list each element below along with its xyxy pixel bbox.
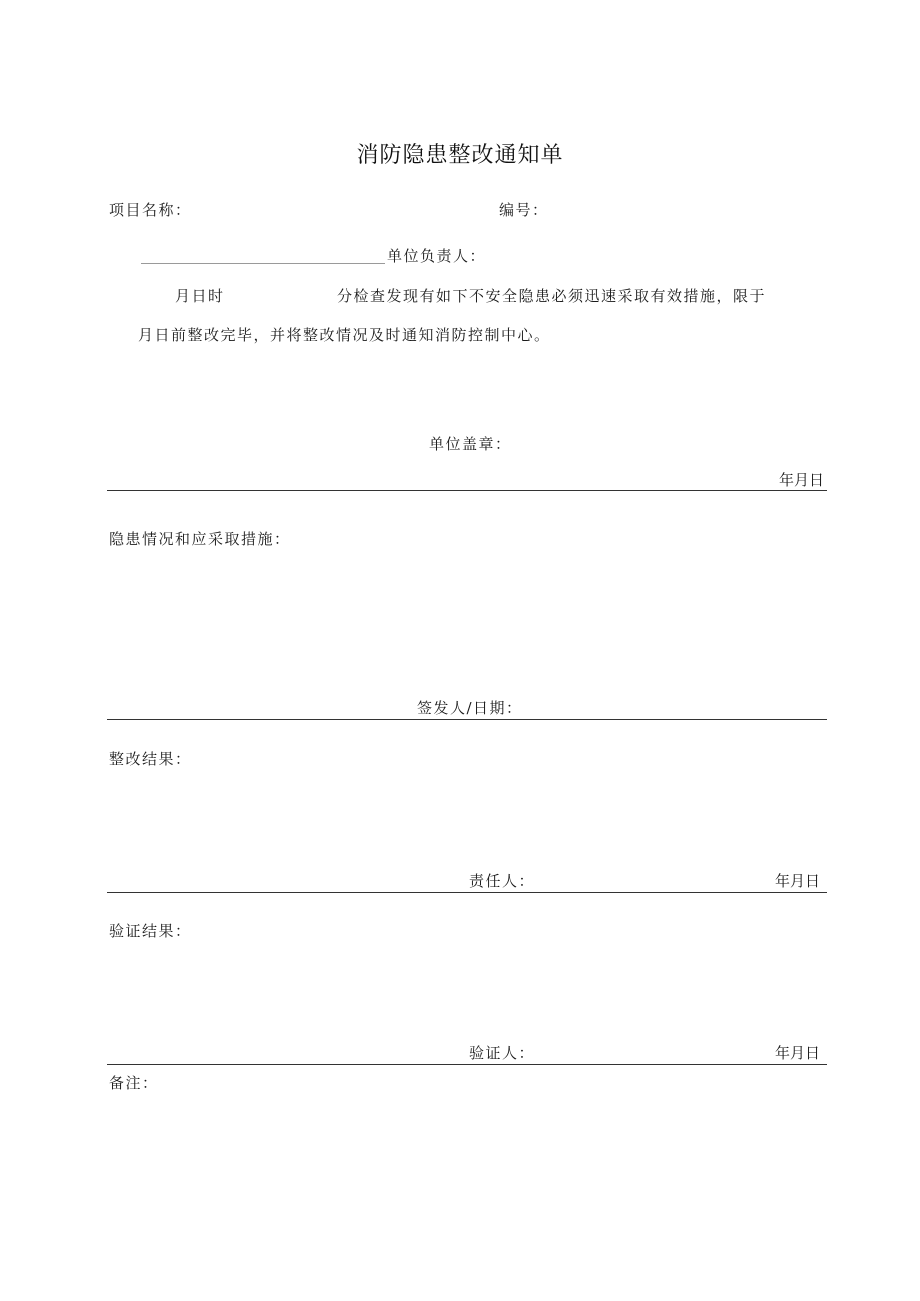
unit-name-blank-line — [141, 263, 385, 264]
responsible-person-label: 责任人： — [469, 872, 536, 890]
number-label: 编号： — [499, 201, 549, 219]
section-divider — [107, 490, 827, 491]
section-divider — [107, 1064, 827, 1065]
seal-date-label: 年月日 — [779, 471, 825, 489]
notice-line2-text: 月日前整改完毕，并将整改情况及时通知消防控制中心。 — [138, 326, 551, 344]
rectification-section-label: 整改结果： — [109, 750, 192, 768]
document-title: 消防隐患整改通知单 — [356, 143, 564, 168]
verification-section-label: 验证结果： — [109, 922, 192, 940]
project-name-label: 项目名称： — [109, 201, 192, 219]
hazard-section-label: 隐患情况和应采取措施： — [109, 530, 291, 548]
remarks-label: 备注： — [109, 1074, 159, 1092]
verifier-label: 验证人： — [469, 1044, 536, 1062]
notice-time-prefix: 月日时 — [175, 287, 225, 305]
section-divider — [107, 892, 827, 893]
section-divider — [107, 719, 827, 720]
signer-date-label: 签发人/日期： — [417, 699, 523, 717]
verification-date-label: 年月日 — [775, 1044, 821, 1062]
unit-seal-label: 单位盖章： — [429, 435, 512, 453]
notice-line1-text: 分检查发现有如下不安全隐患必须迅速采取有效措施，限于 — [337, 287, 767, 305]
unit-leader-label: 单位负责人： — [387, 247, 487, 265]
rectification-date-label: 年月日 — [775, 872, 821, 890]
